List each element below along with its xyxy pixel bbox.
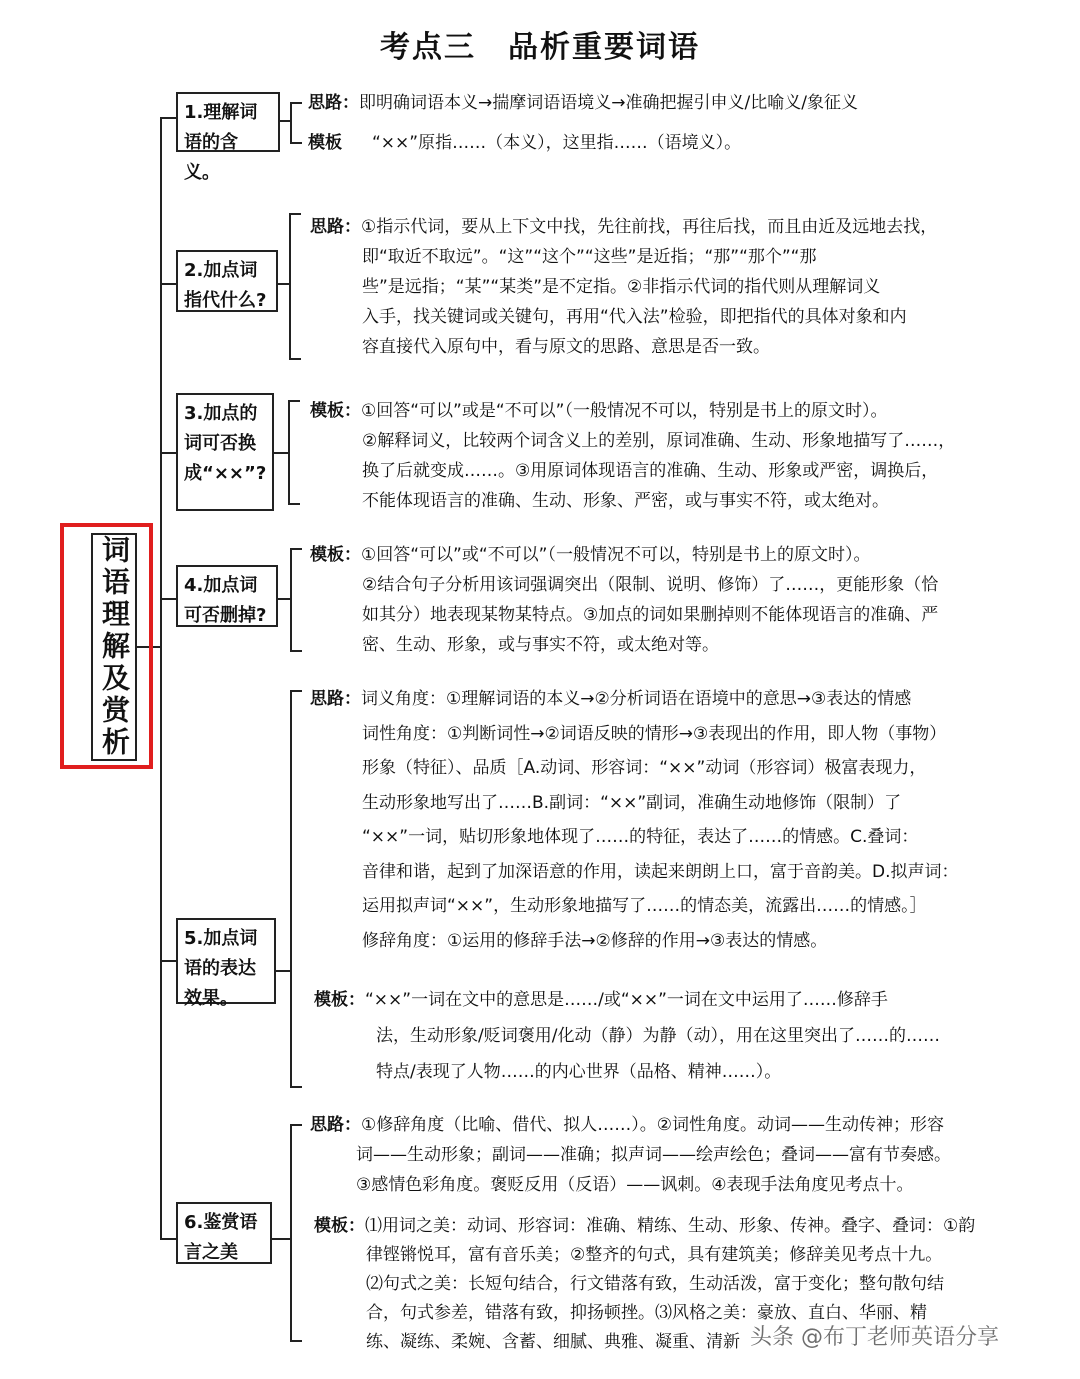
item-text: 生动形象地写出了……B.副词：“××”副词，准确生动地修饰（限制）了: [362, 792, 902, 813]
item-label: 思路：: [310, 217, 361, 237]
item-text: 换了后就变成……。③用原词体现语言的准确、生动、形象或严密，调换后，: [362, 461, 939, 481]
branch-connector: [160, 283, 176, 285]
item-text: ①回答“可以”或是“不可以”（一般情况不可以，特别是书上的原文时）。: [361, 401, 888, 421]
branch-3-item-1: [310, 396, 955, 516]
bracket-line: [290, 548, 292, 652]
branch-node-6: 6.鉴赏语言之美: [176, 1202, 272, 1264]
branch-4-item-1: [310, 540, 938, 660]
item-text: ②结合句子分析用该词强调突出（限制、说明、修饰）了……，更能形象（恰: [362, 575, 939, 595]
item-label: 模板：: [314, 990, 365, 1010]
item-text: “××”一词，贴切形象地体现了……的特征，表达了……的情感。C.叠词：: [362, 827, 919, 847]
bracket-line: [288, 400, 290, 505]
bracket-line: [276, 970, 290, 972]
item-label: 思路：: [308, 93, 359, 113]
bracket-line: [290, 102, 292, 144]
bracket-line: [290, 1086, 302, 1088]
bracket-line: [290, 650, 302, 652]
branch-connector: [160, 452, 176, 454]
branch-1-item-1: [308, 88, 858, 118]
branch-connector: [160, 960, 176, 962]
item-label: 模板：: [310, 401, 361, 421]
branch-1-item-2: [308, 128, 741, 158]
branch-connector: [160, 1238, 176, 1240]
item-text: 词——生动形象；副词——准确；拟声词——绘声绘色；叠词——富有节奏感。: [356, 1145, 951, 1165]
item-text: 容直接代入原句中，看与原文的思路、意思是否一致。: [362, 337, 770, 357]
item-text: ⑴用词之美：动词、形容词：准确、精练、生动、形象、传神。叠字、叠词：①韵: [365, 1216, 976, 1236]
branch-6-item-1: [310, 1110, 951, 1200]
item-text: 练、凝练、柔婉、含蓄、细腻、典雅、凝重、清新: [366, 1332, 740, 1352]
branch-node-1: 1.理解词语的含义。: [176, 92, 280, 152]
main-trunk-line: [160, 117, 162, 1240]
item-text: ①回答“可以”或“不可以”（一般情况不可以，特别是书上的原文时）。: [361, 545, 871, 565]
item-text: 如其分）地表现某物某特点。③加点的词如果删掉则不能体现语言的准确、严: [362, 605, 939, 625]
item-text: 运用拟声词“××”，生动形象地描写了……的情态美，流露出……的情感。］: [362, 896, 927, 916]
item-text: “××”原指……（本义），这里指……（语境义）。: [372, 133, 742, 153]
item-text: 词性角度：①判断词性→②词语反映的情形→③表现出的作用，即人物（事物）: [362, 723, 947, 744]
item-text: ①指示代词，要从上下文中找，先往前找，再往后找，而且由近及远地去找，: [361, 217, 938, 237]
branch-connector: [160, 117, 176, 119]
branch-5-item-2: [314, 982, 940, 1090]
item-label: 模板: [308, 133, 342, 153]
item-text: 形象（特征）、品质［A.动词、形容词：“××”动词（形容词）极富表现力，: [362, 758, 927, 778]
item-label: 思路：: [310, 689, 361, 709]
item-text: ③感情色彩角度。褒贬反用（反语）——讽刺。④表现手法角度见考点十。: [356, 1175, 914, 1195]
item-text: ②解释词义，比较两个词含义上的差别，原词准确、生动、形象地描写了……，: [362, 431, 956, 451]
item-text: 入手，找关键词或关键句，再用“代入法”检验，即把指代的具体对象和内: [362, 307, 907, 327]
bracket-line: [288, 400, 300, 402]
bracket-line: [289, 213, 291, 360]
item-text: 即明确词语本义→揣摩词语语境义→准确把握引申义/比喻义/象征义: [359, 93, 858, 113]
item-text: 修辞角度：①运用的修辞手法→②修辞的作用→③表达的情感。: [362, 930, 828, 951]
bracket-line: [290, 1124, 302, 1126]
branch-2-item-1: [310, 212, 937, 362]
branch-node-2: 2.加点词指代什么?: [176, 250, 278, 312]
bracket-line: [288, 503, 300, 505]
bracket-line: [272, 1238, 290, 1240]
item-text: 不能体现语言的准确、生动、形象、严密，或与事实不符，或太绝对。: [362, 491, 889, 511]
item-text: 密、生动、形象，或与事实不符，或太绝对等。: [362, 635, 719, 655]
item-text: “××”一词在文中的意思是……/或“××”一词在文中运用了……修辞手: [365, 990, 888, 1010]
item-text: ①修辞角度（比喻、借代、拟人……）。②词性角度。动词——生动传神；形容: [361, 1115, 944, 1135]
item-text: 音律和谐，起到了加深语意的作用，读起来朗朗上口，富于音韵美。D.拟声词：: [362, 861, 959, 882]
center-topic: 词语理解及赏析: [91, 533, 137, 761]
branch-node-4: 4.加点词可否删掉?: [176, 565, 278, 627]
item-text: 即“取近不取远”。“这”“这个”“这些”是近指；“那”“那个”“那: [362, 247, 817, 267]
item-text: 特点/表现了人物……的内心世界（品格、精神……）。: [376, 1062, 782, 1082]
branch-5-item-1: [310, 682, 959, 958]
item-label: 模板：: [314, 1216, 365, 1236]
item-text: 词义角度：①理解词语的本义→②分析词语在语境中的意思→③表达的情感: [361, 689, 912, 709]
bracket-line: [290, 102, 302, 104]
bracket-line: [290, 1340, 302, 1342]
item-label: 模板：: [310, 545, 361, 565]
page-title: 考点三 品析重要词语: [380, 30, 700, 65]
bracket-line: [289, 358, 301, 360]
branch-node-3: 3.加点的词可否换成“××”?: [176, 393, 274, 511]
branch-connector: [160, 598, 176, 600]
bracket-line: [290, 1124, 292, 1342]
item-text: 合，句式参差，错落有致，抑扬顿挫。⑶风格之美：豪放、直白、华丽、精: [366, 1303, 927, 1323]
item-text: 律铿锵悦耳，富有音乐美；②整齐的句式，具有建筑美；修辞美见考点十九。: [366, 1245, 943, 1265]
item-text: ⑵句式之美：长短句结合，行文错落有致，生动活泼，富于变化；整句散句结: [366, 1274, 944, 1294]
item-label: 思路：: [310, 1115, 361, 1135]
item-text: 些”是远指；“某”“某类”是不定指。②非指示代词的指代则从理解词义: [362, 277, 881, 297]
bracket-line: [289, 213, 301, 215]
bracket-line: [290, 690, 292, 1088]
bracket-line: [274, 452, 288, 454]
bracket-line: [278, 598, 290, 600]
item-text: 法，生动形象/贬词褒用/化动（静）为静（动），用在这里突出了……的……: [376, 1026, 940, 1046]
watermark: 头条 @布丁老师英语分享: [750, 1325, 999, 1350]
bracket-line: [290, 690, 302, 692]
bracket-line: [290, 548, 302, 550]
bracket-line: [290, 142, 302, 144]
branch-node-5: 5.加点词语的表达效果。: [176, 918, 276, 1004]
